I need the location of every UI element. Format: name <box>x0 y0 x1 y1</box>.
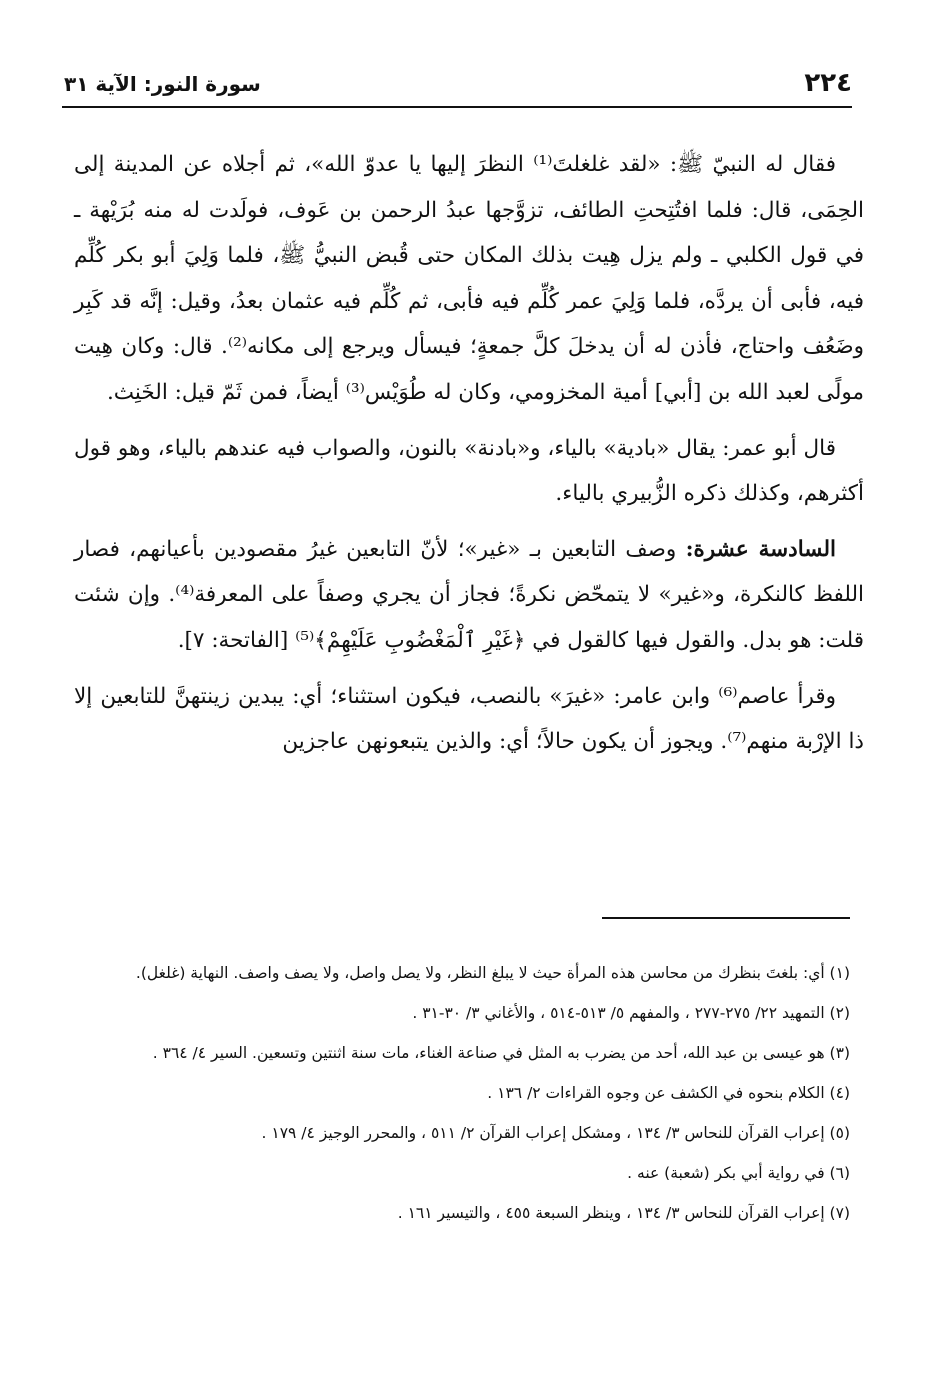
section-heading: السادسة عشرة: <box>685 536 836 562</box>
page-header <box>62 66 852 108</box>
footnote-separator <box>602 917 850 919</box>
footnote: (٦) في رواية أبي بكر (شعبة) عنه . <box>627 1164 850 1182</box>
paragraph-2: قال أبو عمر: يقال «بادية» بالياء، و«بادنة» بالنون، والصواب فيه عندهم بالياء، وهو قول أكثرهم، وكذلك ذكره الزُّبيري بالياء. <box>74 435 864 507</box>
paragraph-1: فقال له النبيّ ﷺ: «لقد غلغلتَ⁽¹⁾ النظرَ إليها يا عدوّ الله»، ثم أجلاه عن المدينة إلى الحِمَى، قال: فلما افتُتِحتِ الطائف، تزوَّجها عبدُ الرحمن بن عَوف، فولَدت له منه بُرَيْهة ـ في قول الكلبي ـ ولم يزل هِيت بذلك المكان حتى قُبض النبيُّ ﷺ، فلما وَلِيَ أبو بكر كُلِّم فيه، فأبى أن يردَّه، فلما وَلِيَ عمر كُلِّم فيه فأبى، ثم كُلِّم فيه عثمان بعدُ، وقيل: إنَّه قد كَبِر وضَعُف واحتاج، فأذن له أن يدخلَ كلَّ جمعةٍ؛ فيسأل ويرجع إلى مكانه⁽²⁾. قال: وكان هِيت مولًى لعبد الله بن [أبي] أمية المخزومي، وكان له طُوَيْس⁽³⁾ أيضاً، فمن ثَمّ قيل: الخَنِث. <box>74 152 864 405</box>
footnote: (٤) الكلام بنحوه في الكشف عن وجوه القراءات ٢/ ١٣٦ . <box>487 1084 850 1102</box>
footnote: (٣) هو عيسى بن عبد الله، أحد من يضرب به المثل في صناعة الغناء، مات سنة اثنتين وتسعين. السير ٤/ ٣٦٤ . <box>152 1044 850 1062</box>
running-title: سورة النور: الآية ٣١ <box>64 72 261 96</box>
footnote: (١) أي: بلغتَ بنظرك من محاسن هذه المرأة حيث لا يبلغ النظر، ولا يصل واصل، ولا يصف واصف. النهاية (غلغل). <box>135 964 850 982</box>
footnote: (٧) إعراب القرآن للنحاس ٣/ ١٣٤ ، وينظر السبعة ٤٥٥ ، والتيسير ١٦١ . <box>397 1204 850 1222</box>
footnote: (٥) إعراب القرآن للنحاس ٣/ ١٣٤ ، ومشكل إعراب القرآن ٢/ ٥١١ ، والمحرر الوجيز ٤/ ١٧٩ . <box>261 1124 850 1142</box>
paragraph-3 <box>74 527 864 664</box>
footnote: (٢) التمهيد ٢٢/ ٢٧٥-٢٧٧ ، والمفهم ٥/ ٥١٣-٥١٤ ، والأغاني ٣/ ٣٠-٣١ . <box>412 1004 850 1022</box>
paragraph-4: وقرأ عاصم⁽⁶⁾ وابن عامر: «غيرَ» بالنصب، فيكون استثناء؛ أي: يبدين زينتهنَّ للتابعين إلا ذا الإرْبة منهم⁽⁷⁾. ويجوز أن يكون حالاً؛ أي: والذين يتبعونهن عاجزين <box>74 683 864 755</box>
main-text <box>74 142 864 765</box>
page-number: ٢٢٤ <box>804 68 852 98</box>
footnotes <box>70 958 850 1238</box>
paragraph-3-text: وصف التابعين بـ «غير»؛ لأنّ التابعين غيرُ مقصودين بأعيانهم، فصار اللفظ كالنكرة، و«غير» لا يتمحّض نكرةً؛ فجاز أن يجري وصفاً على المعرفة⁽⁴⁾. وإن شئت قلت: هو بدل. والقول فيها كالقول في ﴿غَيْرِ ٱلْمَغْضُوبِ عَلَيْهِمْ﴾⁽⁵⁾ [الفاتحة: ٧]. <box>74 536 864 653</box>
